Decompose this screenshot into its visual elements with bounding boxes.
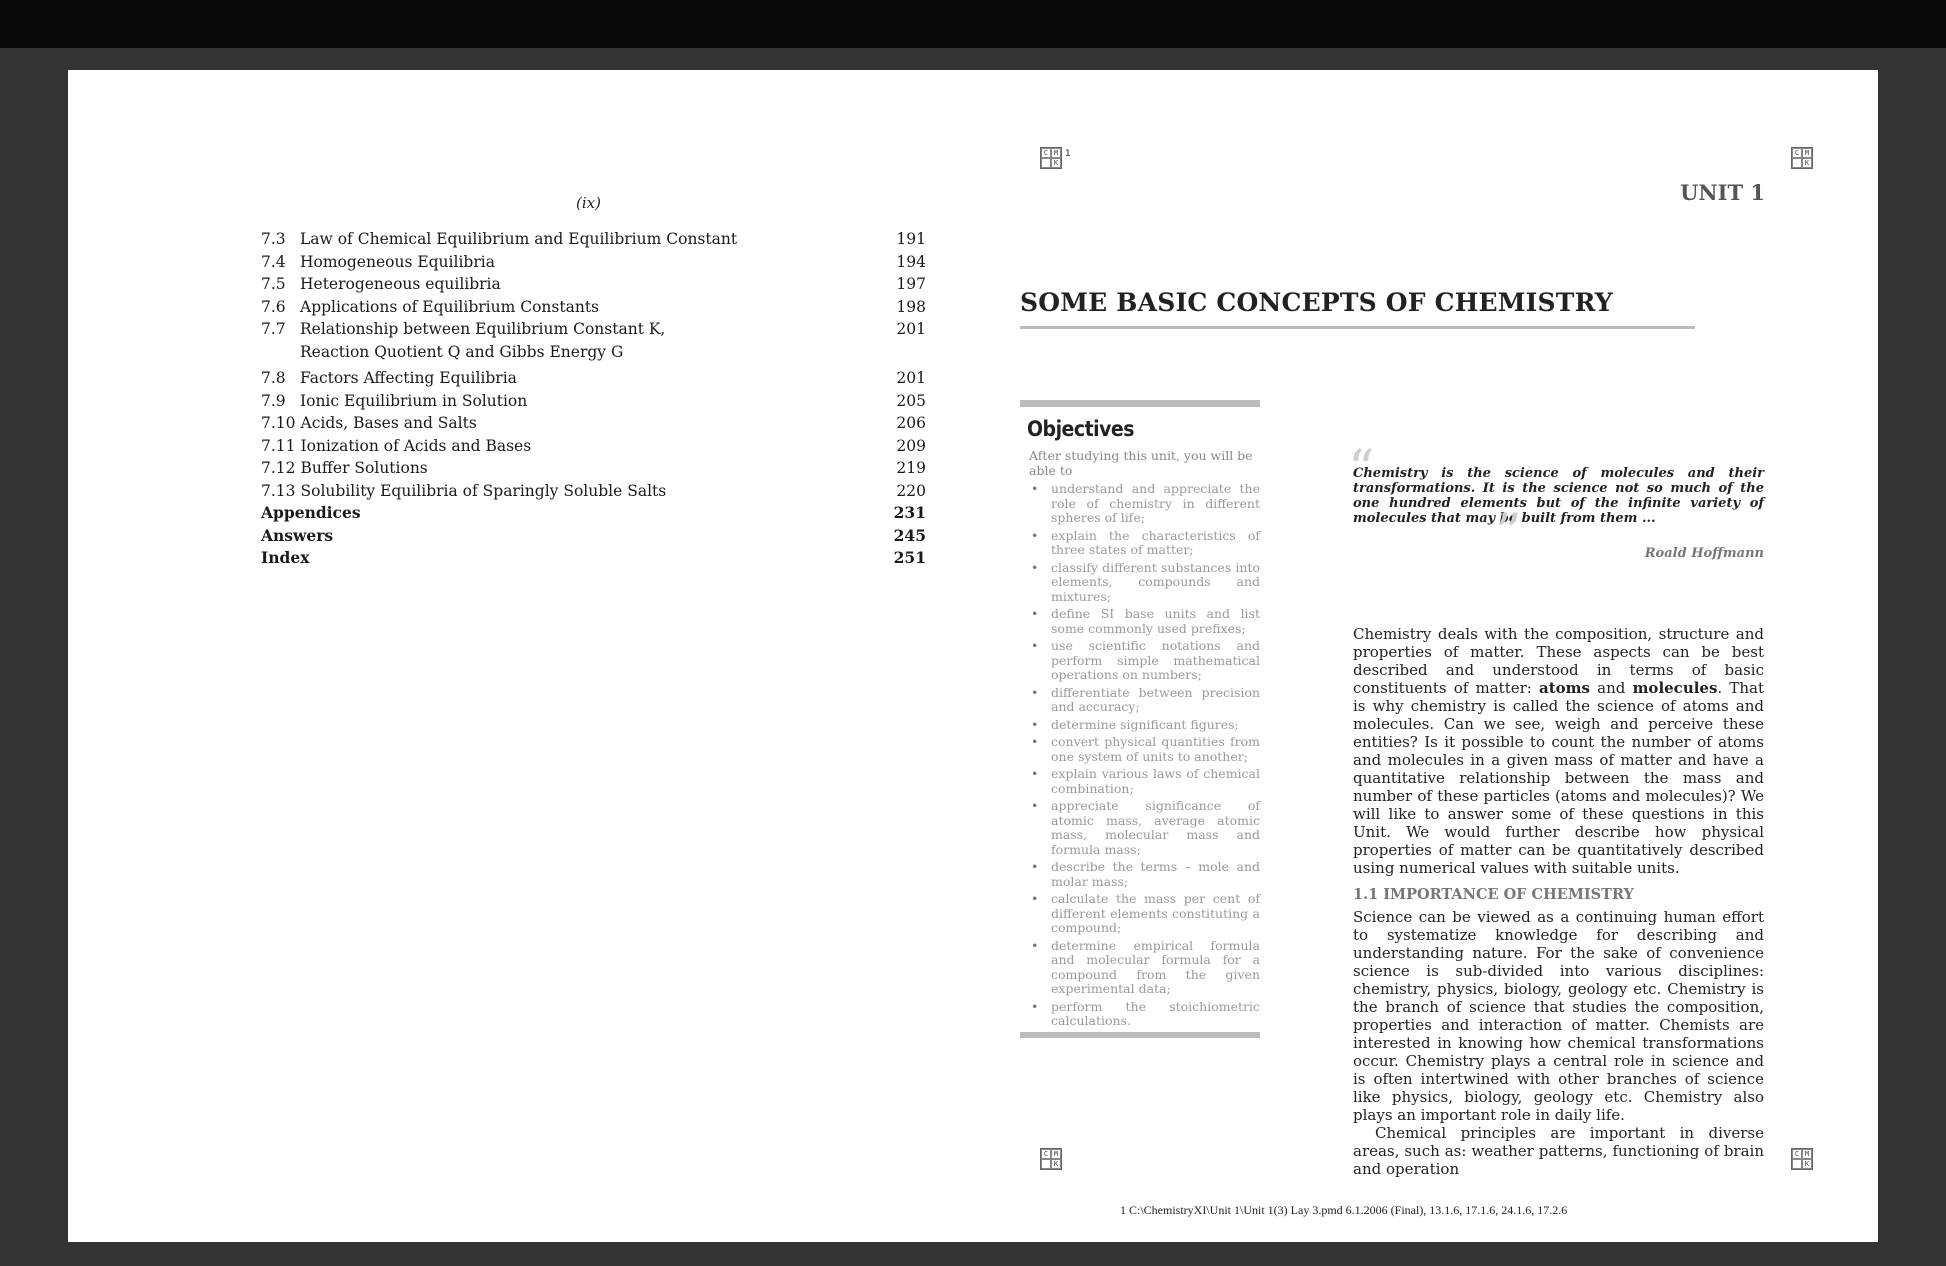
toc-entry[interactable] [261,412,926,435]
list-item: • understand and appreciate the role of chemistry in different spheres of life; [1029,482,1260,526]
toc-entry-title: Index [261,548,310,567]
list-item: • convert physical quantities from one system of units to another; [1029,735,1260,764]
unit-label: UNIT 1 [1680,180,1765,205]
objectives-list [1029,482,1260,1029]
list-item: • explain the characteristics of three states of matter; [1029,529,1260,558]
objectives-bottom-bar [1020,1032,1260,1038]
objectives-top-bar [1020,400,1260,407]
toc-entry-number: 7.10 [261,414,296,432]
objectives-box [1020,400,1260,1038]
toc-entry-number: 7.12 [261,459,296,477]
toc-entry-number: 7.6 [261,297,286,316]
body-text [1353,625,1764,1178]
toc-entry[interactable] [261,296,926,319]
toc-entry[interactable] [261,525,926,548]
toc-entry-title: Ionization of Acids and Bases [300,436,532,455]
title-divider [1020,326,1695,329]
objectives-heading: Objectives [1027,417,1134,441]
registration-mark-bottom-right: C M K [1791,1148,1813,1170]
toc-entry-page: 245 [893,525,926,545]
list-item: • calculate the mass per cent of different elements constituting a compound; [1029,892,1260,936]
section-heading: 1.1 IMPORTANCE OF CHEMISTRY [1353,886,1634,903]
toc-entry[interactable] [261,547,926,570]
toc-entry-number: 7.5 [261,275,286,293]
section-paragraph: Chemical principles are important in diverse areas, such as: weather patterns, functioning of brain and operation [1353,1124,1764,1178]
list-item: • describe the terms – mole and molar mass; [1029,860,1260,889]
toc-entry-page: 191 [896,230,926,248]
quote-author: Roald Hoffmann [1644,546,1764,561]
list-item: • determine empirical formula and molecular formula for a compound from the given experimental data; [1029,939,1260,997]
toc-entry-page: 231 [893,503,926,522]
toc-entry-page: 205 [896,391,926,410]
toc-entry-title: Buffer Solutions [300,459,428,477]
list-item: • classify different substances into elements, compounds and mixtures; [1029,561,1260,605]
registration-mark-top-right: C M K [1791,147,1813,169]
toc-entry-title: Answers [261,525,334,545]
registration-mark-top-left: C M K [1040,147,1062,169]
toc-entry-page: 198 [896,297,926,316]
toc-entry-title [300,318,866,363]
toc-entry-page: 220 [896,481,926,500]
list-item: • define SI base units and list some commonly used prefixes; [1029,607,1260,636]
toc-entry[interactable] [261,502,926,525]
toc-entry[interactable] [261,390,926,413]
toc-entry-number: 7.9 [261,391,286,410]
unit-title: SOME BASIC CONCEPTS OF CHEMISTRY [1020,288,1613,317]
term-atoms: atoms [1539,679,1590,697]
intro-paragraph: Chemistry deals with the composition, structure and properties of matter. These aspects can be best described and understood in terms of basic constituents of matter: atoms and molecules. That is why chemistry is called the science of atoms and molecules. Can we see, weigh and perceive these entities? Is it possible to count the number of atoms and molecules in a given mass of matter and have a quantitative relationship between the mass and number of these particles (atoms and molecules)? We will like to answer some of these questions in this Unit. We would further describe how physical properties of matter can be quantitatively described using numerical values with suitable units. [1353,625,1764,877]
toc-entry[interactable] [261,273,926,296]
list-item: • differentiate between precision and accuracy; [1029,686,1260,715]
toc-entry[interactable] [261,228,926,251]
section-paragraph: Science can be viewed as a continuing human effort to systematize knowledge for describing and understanding nature. For the sake of convenience science is sub-divided into various disciplines: chemistry, physics, biology, geology etc. Chemistry is the branch of science that studies the composition, properties and interaction of matter. Chemists are interested in knowing how chemical transformations occur. Chemistry plays a central role in science and is often intertwined with other branches of science like physics, biology, geology etc. Chemistry also plays an important role in daily life. [1353,908,1764,1124]
toc-entry[interactable] [261,480,926,503]
toc-entry-number: 7.8 [261,369,286,387]
toc-entry-number: 7.3 [261,230,286,248]
viewer-top-bar [0,0,1946,48]
toc-entry-number: 7.4 [261,252,286,271]
toc-entry-title: Homogeneous Equilibria [300,252,495,271]
term-molecules: molecules [1632,679,1718,697]
toc-entry-page: 219 [896,459,926,477]
toc-entry-page: 201 [896,320,926,338]
toc-entry[interactable] [261,251,926,274]
registration-mark-number: 1 [1065,149,1071,159]
toc-entry-title: Factors Affecting Equilibria [300,369,517,387]
toc-entry-number: 7.13 [261,481,296,500]
list-item: • perform the stoichiometric calculations. [1029,1000,1260,1029]
open-quote-icon: “ [1348,440,1375,500]
toc-entry-title: Appendices [261,503,361,522]
toc-entry[interactable] [261,457,926,480]
toc-entry-title-line2: Reaction Quotient Q and Gibbs Energy G [300,342,624,361]
list-item: • appreciate significance of atomic mass, average atomic mass, molecular mass and formula mass; [1029,799,1260,857]
toc-entry[interactable] [261,367,926,390]
toc-entry-title-line1: Relationship between Equilibrium Constant K, [300,320,666,338]
toc-entry-title: Ionic Equilibrium in Solution [300,391,528,410]
list-item: • explain various laws of chemical combination; [1029,767,1260,796]
toc-entry[interactable] [261,435,926,458]
file-footer: 1 C:\ChemistryXI\Unit 1\Unit 1(3) Lay 3.pmd 6.1.2006 (Final), 13.1.6, 17.1.6, 24.1.6, 17.2.6 [1120,1203,1568,1217]
toc-entry-page: 209 [896,436,926,455]
epigraph-quote: Chemistry is the science of molecules and their transformations. It is the science not so much of the one hundred elements but of the infinite variety of molecules that may be built from them ... [1353,466,1764,526]
close-quote-icon: ” [1495,504,1522,564]
toc-entry-number: 7.7 [261,320,286,338]
objectives-intro: After studying this unit, you will be able to [1029,448,1253,478]
toc-entry-page: 194 [896,252,926,271]
toc-entry-title: Applications of Equilibrium Constants [300,297,600,316]
list-item: • use scientific notations and perform simple mathematical operations on numbers; [1029,639,1260,683]
toc-entry-page: 197 [896,275,926,293]
page-number-roman: (ix) [576,194,601,212]
toc-entry-page: 201 [896,369,926,387]
toc-entry-page: 206 [896,414,926,432]
toc-entry-title: Acids, Bases and Salts [300,414,477,432]
toc-entry-title: Solubility Equilibria of Sparingly Soluble Salts [300,481,667,500]
toc-entry-title: Law of Chemical Equilibrium and Equilibrium Constant [300,230,738,248]
toc-entry-number: 7.11 [261,436,296,455]
table-of-contents [261,228,926,570]
toc-entry-page: 251 [893,548,926,567]
toc-entry-title: Heterogeneous equilibria [300,275,501,293]
toc-entry[interactable] [261,318,926,363]
registration-mark-bottom-left: C M K [1040,1148,1062,1170]
list-item: • determine significant figures; [1029,718,1260,733]
